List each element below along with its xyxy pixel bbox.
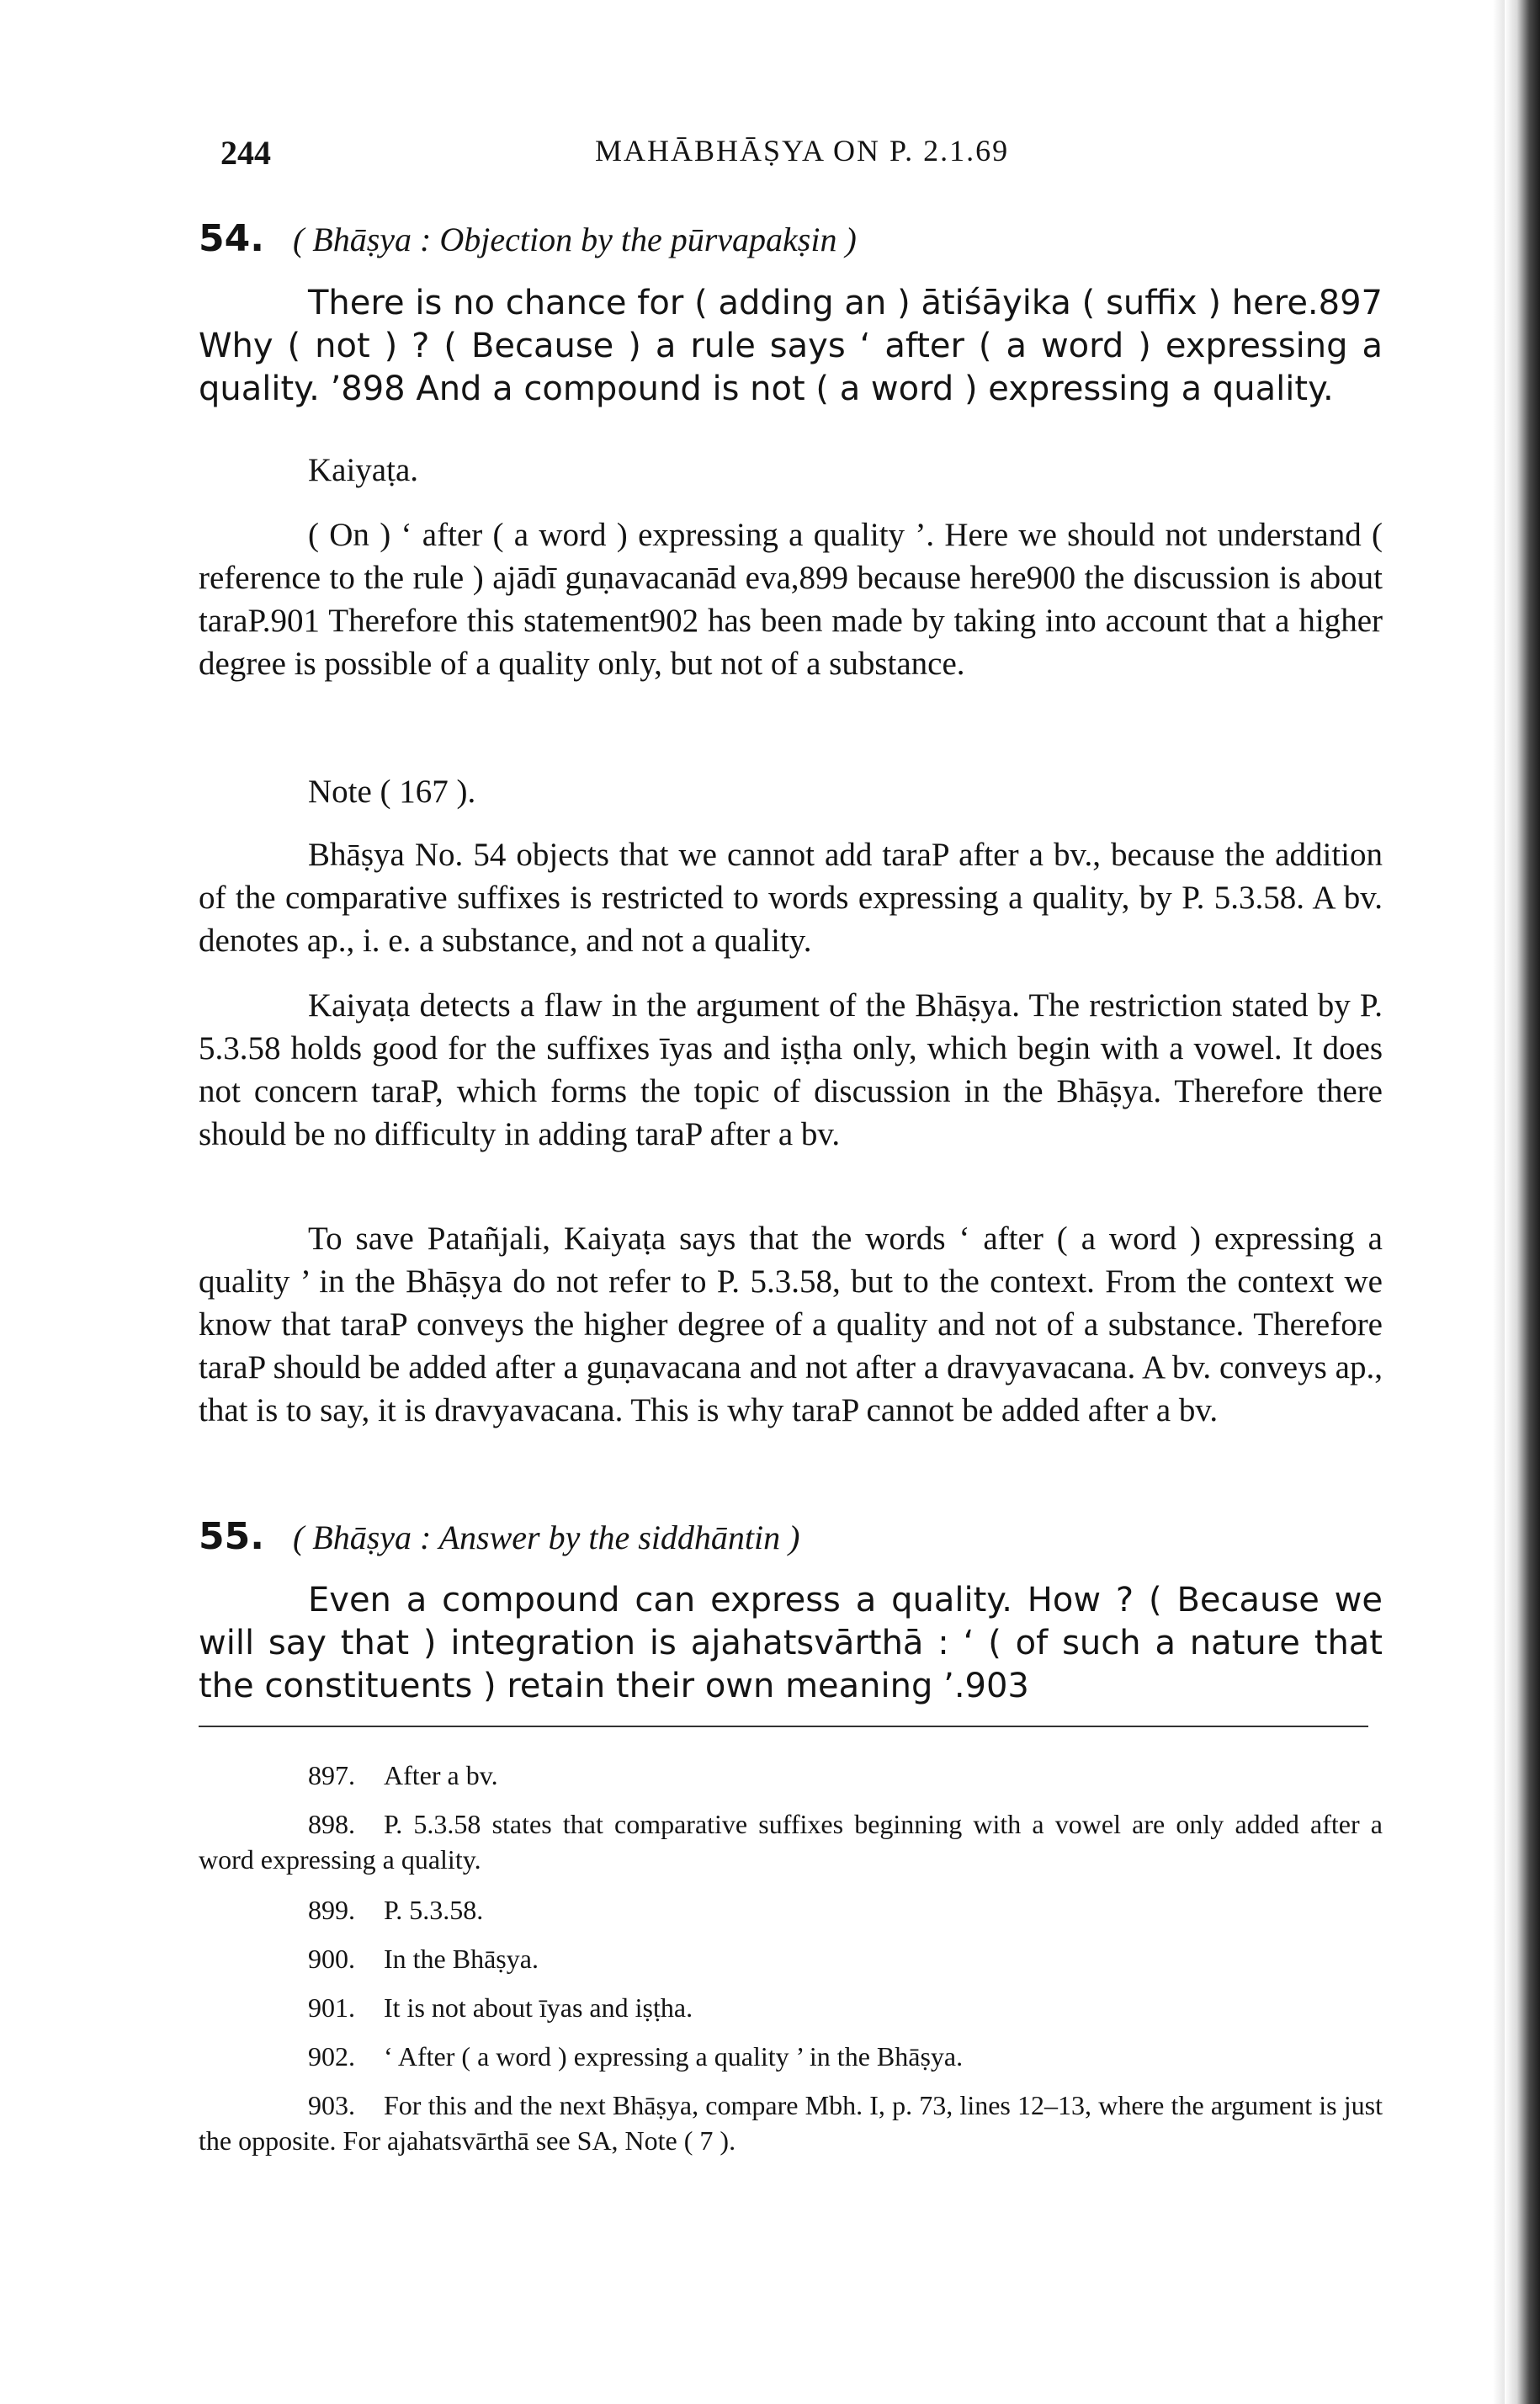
footnote-903: 903. For this and the next Bhāṣya, compare Mbh. I, p. 73, lines 12–13, where the argument is just the opposite. For ajahatsvārthā see SA, Note ( 7 ). bbox=[199, 2090, 1383, 2156]
section-54-title: ( Bhāṣya : Objection by the pūrvapakṣin ) bbox=[292, 221, 857, 258]
page-number: 244 bbox=[220, 134, 271, 172]
section-55-bhasya-text: Even a compound can express a quality. How ? ( Because we will say that ) integration is ajahatsvārthā : ‘ ( of such a nature that the constituents ) retain their own meaning ’.903 bbox=[199, 1581, 1383, 1705]
footnote-897: 897. After a bv. bbox=[308, 1760, 498, 1790]
footnote-divider bbox=[199, 1726, 1368, 1727]
section-55-title: ( Bhāṣya : Answer by the siddhāntin ) bbox=[292, 1518, 800, 1556]
note-label: Note ( 167 ). bbox=[308, 774, 476, 810]
note-paragraph-3: To save Patañjali, Kaiyaṭa says that the words ‘ after ( a word ) expressing a quality ’ in the Bhāṣya do not refer to P. 5.3.58, but to the context. From the context we know that taraP conveys the higher degree of a quality and not of a substance. Therefore taraP should be added after a guṇavacana and not after a dravyavacana. A bv. conveys ap., that is to say, it is dravyavacana. This is why taraP cannot be added after a bv. bbox=[199, 1221, 1383, 1428]
section-55-number: 55. bbox=[199, 1515, 264, 1558]
page-header bbox=[220, 133, 1382, 183]
kaiyata-label: Kaiyaṭa. bbox=[308, 452, 419, 488]
footnote-900: 900. In the Bhāṣya. bbox=[308, 1944, 539, 1974]
footnote-902: 902. ‘ After ( a word ) expressing a quality ’ in the Bhāṣya. bbox=[308, 2041, 964, 2072]
section-54-heading bbox=[199, 217, 1383, 260]
section-55-heading bbox=[199, 1515, 1383, 1558]
footnote-898: 898. P. 5.3.58 states that comparative suffixes beginning with a vowel are only added after a word expressing a quality. bbox=[199, 1809, 1383, 1875]
note-paragraph-2: Kaiyaṭa detects a flaw in the argument of the Bhāṣya. The restriction stated by P. 5.3.58 holds good for the suffixes īyas and iṣṭha only, which begin with a vowel. It does not concern taraP, which forms the topic of discussion in the Bhāṣya. Therefore there should be no difficulty in adding taraP after a bv. bbox=[199, 987, 1383, 1152]
book-binding-edge bbox=[1505, 0, 1540, 2404]
section-54-bhasya-text: There is no chance for ( adding an ) ātiśāyika ( suffix ) here.897 Why ( not ) ? ( Because ) a rule says ‘ after ( a word ) expressing a quality. ’898 And a compound is not ( a word ) expressing a quality. bbox=[199, 284, 1383, 408]
footnote-899: 899. P. 5.3.58. bbox=[308, 1895, 484, 1925]
footnote-901: 901. It is not about īyas and iṣṭha. bbox=[308, 1992, 693, 2023]
section-54-number: 54. bbox=[199, 217, 264, 260]
running-title: MAHĀBHĀṢYA ON P. 2.1.69 bbox=[595, 134, 1010, 168]
page-shadow bbox=[1493, 0, 1505, 2404]
note-paragraph-1: Bhāṣya No. 54 objects that we cannot add taraP after a bv., because the addition of the comparative suffixes is restricted to words expressing a quality, by P. 5.3.58. A bv. denotes ap., i. e. a substance, and not a quality. bbox=[199, 837, 1383, 959]
kaiyata-commentary: ( On ) ‘ after ( a word ) expressing a quality ’. Here we should not understand ( reference to the rule ) ajādī guṇavacanād eva,899 because here900 the discussion is about taraP.901 Therefore this statement902 has been made by taking into account that a higher degree is possible of a quality only, but not of a substance. bbox=[199, 517, 1383, 682]
